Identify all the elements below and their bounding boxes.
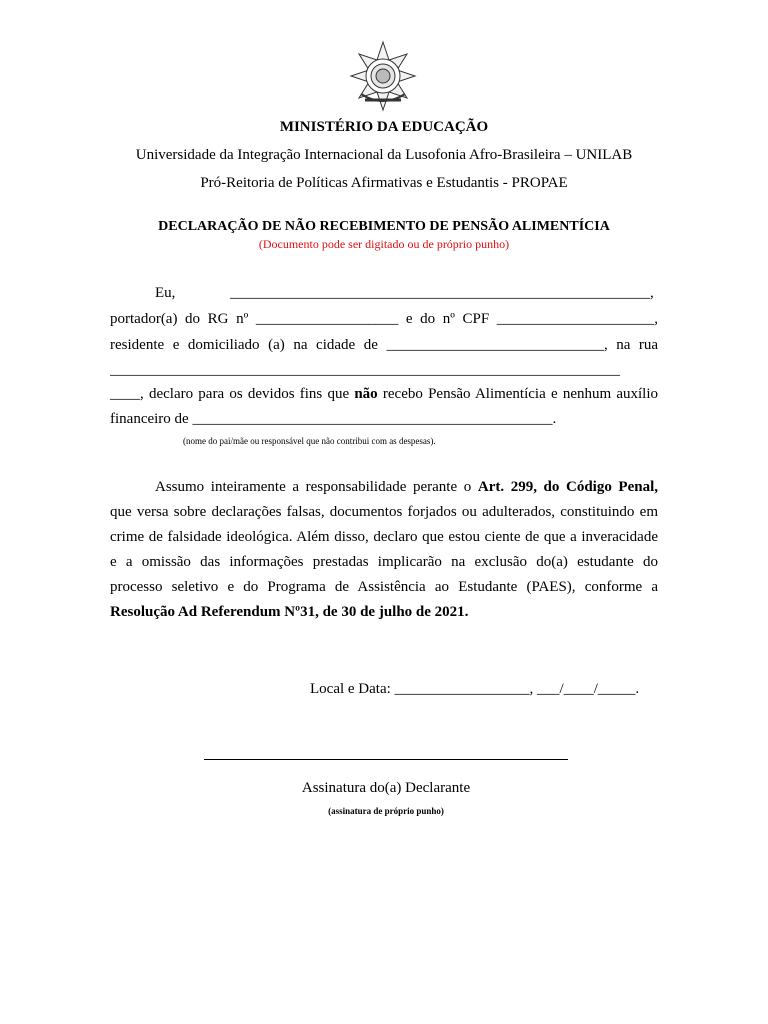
provider-blank[interactable]: ________________________________________________. bbox=[192, 411, 557, 427]
provider-note: (nome do pai/mãe ou responsável que não contribui com as despesas). bbox=[183, 436, 436, 446]
signature-line[interactable] bbox=[204, 759, 568, 760]
coat-of-arms-icon bbox=[347, 40, 419, 112]
document-title: DECLARAÇÃO DE NÃO RECEBIMENTO DE PENSÃO ALIMENTÍCIA bbox=[158, 219, 610, 234]
university-name: Universidade da Integração Internacional da Lusofonia Afro-Brasileira – UNILAB bbox=[135, 147, 633, 163]
declaration-line-4: e a omissão das informações prestadas implicarão na exclusão do(a) estudante do bbox=[110, 554, 658, 570]
ministry-heading: MINISTÉRIO DA EDUCAÇÃO bbox=[279, 119, 489, 135]
cpf-blank[interactable]: _____________________, bbox=[496, 311, 659, 327]
form-line-documents: portador(a) do RG nº ___________________ e do nº CPF _____________________, bbox=[110, 311, 659, 327]
rg-blank[interactable]: ___________________ bbox=[255, 311, 399, 327]
office-name: Pró-Reitoria de Políticas Afirmativas e Estudantis - PROPAE bbox=[200, 175, 568, 191]
local-date-blank[interactable]: __________________, ___/____/_____. bbox=[394, 681, 640, 697]
form-line-declaration: ____, declaro para os devidos fins que não recebo Pensão Alimentícia e nenhum auxílio bbox=[110, 386, 659, 402]
street-blank[interactable]: ____________________________________________________________________ bbox=[110, 362, 620, 378]
declaration-line-2: que versa sobre declarações falsas, documentos forjados ou adulterados, constituindo em bbox=[110, 504, 658, 520]
signature-label: Assinatura do(a) Declarante bbox=[301, 780, 471, 796]
form-line-residence: residente e domiciliado (a) na cidade de _____________________________, na rua bbox=[110, 337, 659, 353]
document-subtitle: (Documento pode ser digitado ou de próprio punho) bbox=[258, 237, 510, 251]
name-blank[interactable]: ________________________________________________________, bbox=[230, 285, 654, 301]
declaration-line-1: Assumo inteiramente a responsabilidade perante o Art. 299, do Código Penal, bbox=[155, 479, 659, 495]
local-date-line: Local e Data: __________________, ___/____/_____. bbox=[310, 681, 640, 697]
declaration-line-5: processo seletivo e do Programa de Assistência ao Estudante (PAES), conforme a bbox=[110, 579, 658, 595]
form-line-provider: financeiro de ________________________________________________. bbox=[110, 411, 557, 427]
city-blank[interactable]: _____________________________, bbox=[386, 337, 608, 353]
signature-note: (assinatura de próprio punho) bbox=[328, 806, 444, 816]
declaration-line-3: crime de falsidade ideológica. Além disso, declaro que estou ciente de que a inveracidade bbox=[110, 529, 658, 545]
declaration-line-6: Resolução Ad Referendum Nº31, de 30 de julho de 2021. bbox=[110, 604, 469, 620]
